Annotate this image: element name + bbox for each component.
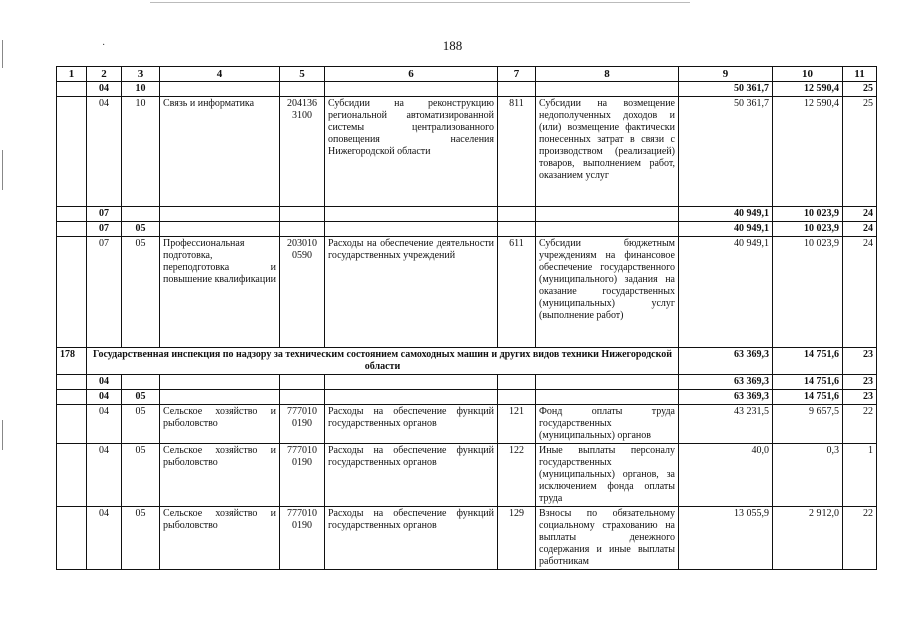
cell-section-name: Сельское хозяйство и рыболовство [160, 405, 280, 444]
cell-amount-plan: 40 949,1 [679, 222, 773, 237]
cell-section: 04 [87, 82, 122, 97]
cell-amount-plan: 63 369,3 [679, 390, 773, 405]
cell-subsection: 05 [122, 507, 160, 570]
cell-target-name: Расходы на обеспечение функций государственных органов [325, 507, 498, 570]
cell-subsection: 05 [122, 405, 160, 444]
cell-amount-actual: 14 751,6 [773, 375, 843, 390]
header-cell: 5 [280, 67, 325, 82]
cell-target-name: Расходы на обеспечение функций государственных органов [325, 444, 498, 507]
cell-amount-actual: 12 590,4 [773, 82, 843, 97]
cell-percent: 23 [843, 375, 877, 390]
cell-expense-code: 122 [498, 444, 536, 507]
cell-expense-code: 121 [498, 405, 536, 444]
cell-amount-plan: 40,0 [679, 444, 773, 507]
header-cell: 2 [87, 67, 122, 82]
page-number: 188 [442, 38, 463, 53]
cell-target-code: 777010 0190 [280, 405, 325, 444]
cell-target-code: 777010 0190 [280, 444, 325, 507]
table-row [57, 444, 877, 507]
cell-amount-actual: 9 657,5 [773, 405, 843, 444]
cell-section-name: Связь и информатика [160, 97, 280, 207]
cell-subsection: 10 [122, 82, 160, 97]
budget-table [56, 66, 877, 570]
table-row [57, 207, 877, 222]
cell-target-code: 204136 3100 [280, 97, 325, 207]
cell-amount-plan: 63 369,3 [679, 348, 773, 375]
header-cell: 3 [122, 67, 160, 82]
cell-amount-actual: 10 023,9 [773, 222, 843, 237]
cell-expense-name: Субсидии на возмещение недополученных доходов и (или) возмещение фактически понесенных затрат в связи с производством (реализацией) товаров, выполнением работ, оказанием услуг [536, 97, 679, 207]
cell-amount-actual: 14 751,6 [773, 390, 843, 405]
cell-percent: 22 [843, 405, 877, 444]
cell-percent: 23 [843, 390, 877, 405]
agency-row [57, 348, 877, 375]
cell-section-name: Сельское хозяйство и рыболовство [160, 444, 280, 507]
cell-percent: 24 [843, 237, 877, 348]
cell-target-code: 203010 0590 [280, 237, 325, 348]
cell-amount-actual: 14 751,6 [773, 348, 843, 375]
scan-margin-mark [2, 420, 3, 450]
header-row [57, 67, 877, 82]
table-row [57, 405, 877, 444]
table-row [57, 82, 877, 97]
cell-section: 04 [87, 405, 122, 444]
cell-subsection: 05 [122, 237, 160, 348]
table-row [57, 375, 877, 390]
header-cell: 7 [498, 67, 536, 82]
cell-agency-number: 178 [57, 348, 87, 375]
cell-percent: 1 [843, 444, 877, 507]
table-row [57, 222, 877, 237]
cell-section: 04 [87, 507, 122, 570]
header-cell: 9 [679, 67, 773, 82]
cell-amount-plan: 43 231,5 [679, 405, 773, 444]
cell-amount-plan: 50 361,7 [679, 82, 773, 97]
cell-amount-plan: 40 949,1 [679, 207, 773, 222]
cell-section-name: Сельское хозяйство и рыболовство [160, 507, 280, 570]
cell-expense-name: Фонд оплаты труда государственных (муниципальных) органов [536, 405, 679, 444]
cell-section: 04 [87, 375, 122, 390]
cell-amount-plan: 50 361,7 [679, 97, 773, 207]
cell-expense-name: Иные выплаты персоналу государственных (муниципальных) органов, за исключением фонда оплаты труда [536, 444, 679, 507]
table-row [57, 97, 877, 207]
cell-section-name: Профессиональная подготовка, переподготовка и повышение квалификации [160, 237, 280, 348]
cell-subsection: 05 [122, 444, 160, 507]
cell-section: 07 [87, 207, 122, 222]
header-cell: 1 [57, 67, 87, 82]
cell-subsection: 05 [122, 222, 160, 237]
cell-expense-code: 811 [498, 97, 536, 207]
table-row [57, 390, 877, 405]
cell-section: 07 [87, 237, 122, 348]
cell-percent: 25 [843, 97, 877, 207]
cell-percent: 25 [843, 82, 877, 97]
table-row [57, 507, 877, 570]
cell-amount-plan: 40 949,1 [679, 237, 773, 348]
cell-amount-actual: 0,3 [773, 444, 843, 507]
cell-percent: 24 [843, 207, 877, 222]
scan-artifact-line [150, 2, 690, 3]
table-row [57, 237, 877, 348]
header-cell: 4 [160, 67, 280, 82]
cell-section: 07 [87, 222, 122, 237]
cell-subsection: 10 [122, 97, 160, 207]
cell-agency-name: Государственная инспекция по надзору за техническим состоянием самоходных машин и других видов техники Нижегородской области [87, 348, 679, 375]
cell-amount-plan: 63 369,3 [679, 375, 773, 390]
header-cell: 10 [773, 67, 843, 82]
header-cell: 6 [325, 67, 498, 82]
cell-expense-code: 611 [498, 237, 536, 348]
cell-expense-name: Взносы по обязательному социальному страхованию на выплаты денежного содержания и иные выплаты работникам [536, 507, 679, 570]
cell-amount-actual: 2 912,0 [773, 507, 843, 570]
cell-expense-code: 129 [498, 507, 536, 570]
cell-percent: 22 [843, 507, 877, 570]
scan-dot: · [102, 40, 106, 51]
header-cell: 8 [536, 67, 679, 82]
cell-percent: 24 [843, 222, 877, 237]
cell-target-name: Расходы на обеспечение функций государственных органов [325, 405, 498, 444]
cell-amount-plan: 13 055,9 [679, 507, 773, 570]
cell-subsection: 05 [122, 390, 160, 405]
cell-section: 04 [87, 97, 122, 207]
header-cell: 11 [843, 67, 877, 82]
cell-section: 04 [87, 444, 122, 507]
cell-target-name: Расходы на обеспечение деятельности государственных учреждений [325, 237, 498, 348]
cell-expense-name: Субсидии бюджетным учреждениям на финансовое обеспечение государственного (муниципального) задания на оказание государственных (муниципальных) услуг (выполнение работ) [536, 237, 679, 348]
cell-target-name: Субсидии на реконструкцию региональной автоматизированной системы централизованного оповещения населения Нижегородской области [325, 97, 498, 207]
cell-percent: 23 [843, 348, 877, 375]
cell-target-code: 777010 0190 [280, 507, 325, 570]
cell-amount-actual: 10 023,9 [773, 207, 843, 222]
cell-section: 04 [87, 390, 122, 405]
cell-amount-actual: 12 590,4 [773, 97, 843, 207]
scan-margin-mark [2, 150, 3, 190]
cell-amount-actual: 10 023,9 [773, 237, 843, 348]
